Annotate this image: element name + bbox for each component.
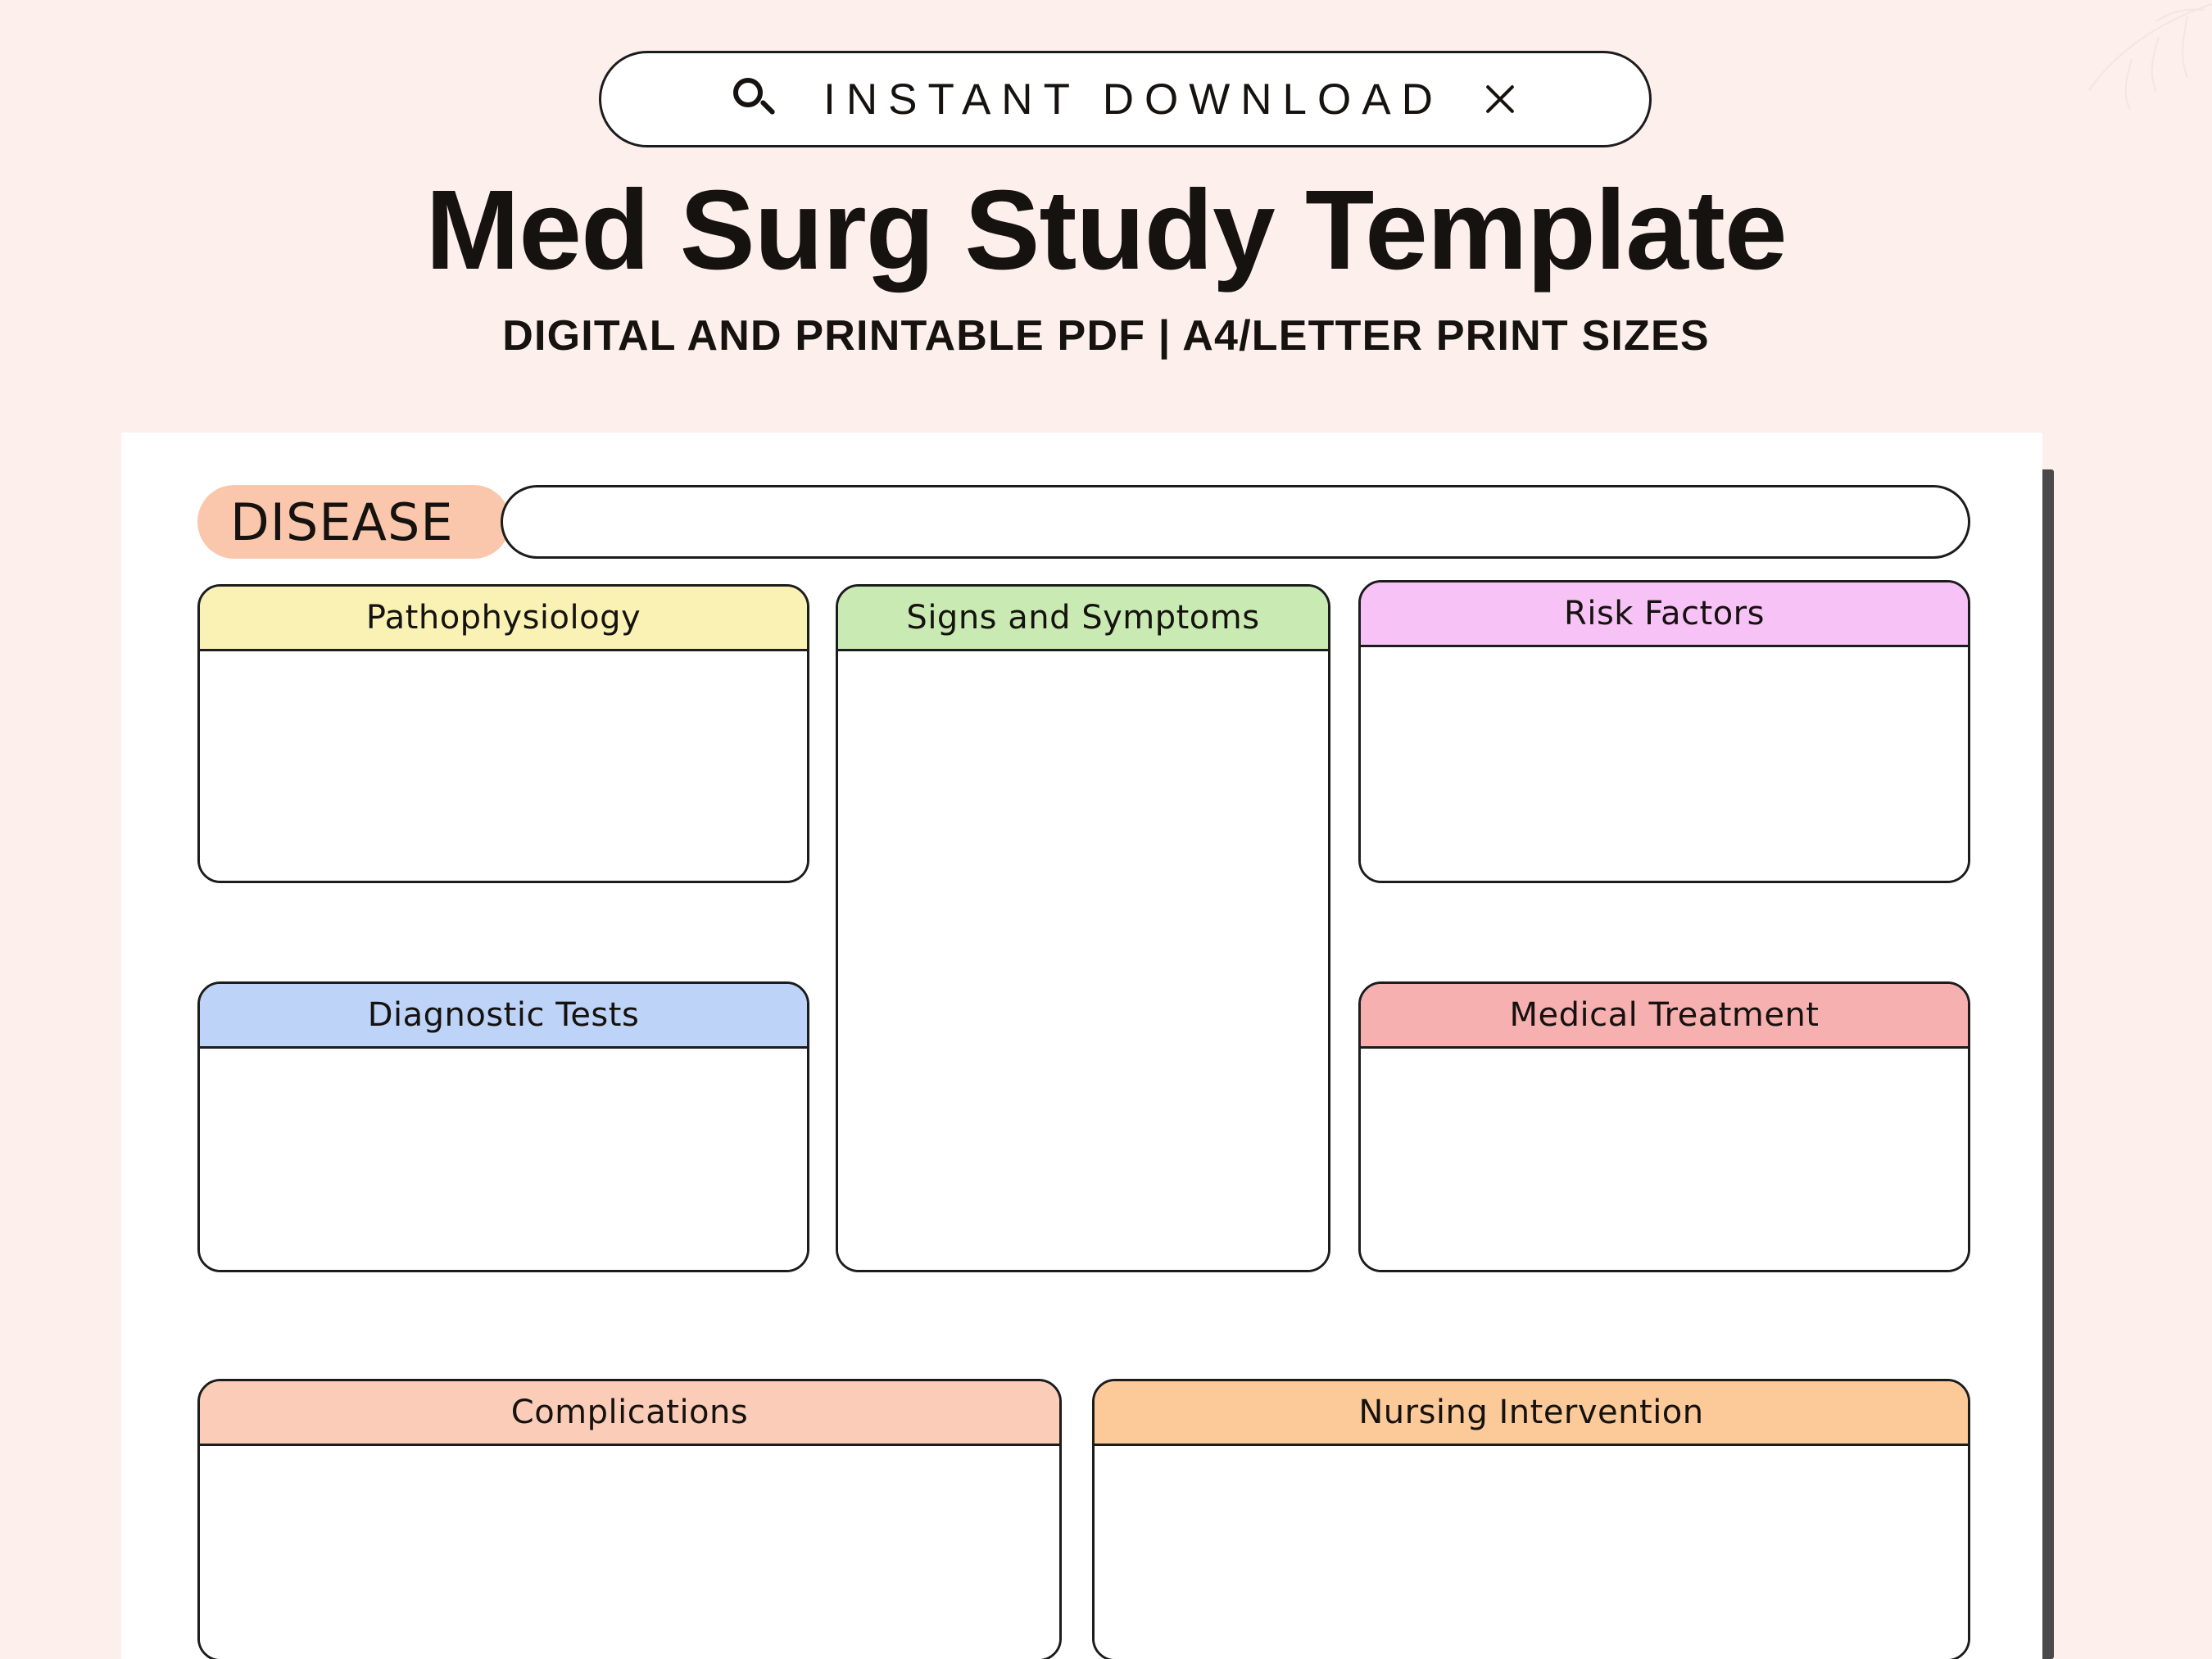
card-body-pathophysiology[interactable] <box>200 651 807 881</box>
card-header-pathophysiology <box>200 587 807 651</box>
card-medical-treatment[interactable] <box>1358 981 1970 1272</box>
card-body-complications[interactable] <box>200 1446 1059 1659</box>
card-label-medical-treatment: Medical Treatment <box>1509 996 1820 1034</box>
card-complications[interactable] <box>197 1379 1062 1659</box>
disease-row <box>197 485 1970 559</box>
card-header-signs-and-symptoms <box>838 587 1328 651</box>
card-label-nursing-intervention: Nursing Intervention <box>1358 1394 1704 1431</box>
card-risk-factors[interactable] <box>1358 580 1970 883</box>
card-header-nursing-intervention <box>1095 1381 1968 1446</box>
worksheet-sheet <box>121 433 2042 1659</box>
disease-tag <box>197 485 510 559</box>
card-body-signs-and-symptoms[interactable] <box>838 651 1328 1270</box>
card-diagnostic-tests[interactable] <box>197 981 809 1272</box>
card-signs-and-symptoms[interactable] <box>836 584 1330 1272</box>
card-body-nursing-intervention[interactable] <box>1095 1446 1968 1659</box>
page-subtitle: DIGITAL AND PRINTABLE PDF | A4/LETTER PRINT SIZES <box>502 312 1710 360</box>
close-icon[interactable] <box>1481 80 1519 118</box>
card-header-medical-treatment <box>1361 984 1968 1049</box>
instant-download-label: INSTANT DOWNLOAD <box>823 75 1444 124</box>
card-label-signs-and-symptoms: Signs and Symptoms <box>906 599 1260 637</box>
search-icon <box>732 76 777 122</box>
card-body-risk-factors[interactable] <box>1361 647 1968 881</box>
card-body-medical-treatment[interactable] <box>1361 1049 1968 1270</box>
card-label-pathophysiology: Pathophysiology <box>365 599 641 637</box>
card-pathophysiology[interactable] <box>197 584 809 883</box>
card-label-complications: Complications <box>510 1394 749 1431</box>
card-label-diagnostic-tests: Diagnostic Tests <box>367 996 640 1034</box>
card-header-complications <box>200 1381 1059 1446</box>
card-nursing-intervention[interactable] <box>1092 1379 1970 1659</box>
disease-tag-label: DISEASE <box>230 492 454 552</box>
disease-input[interactable] <box>501 485 1970 559</box>
instant-download-pill[interactable] <box>599 51 1652 147</box>
leaf-decoration <box>1942 0 2212 164</box>
card-header-diagnostic-tests <box>200 984 807 1049</box>
card-label-risk-factors: Risk Factors <box>1564 595 1765 632</box>
card-header-risk-factors <box>1361 582 1968 647</box>
page-title: Med Surg Study Template <box>425 167 1787 293</box>
card-body-diagnostic-tests[interactable] <box>200 1049 807 1270</box>
